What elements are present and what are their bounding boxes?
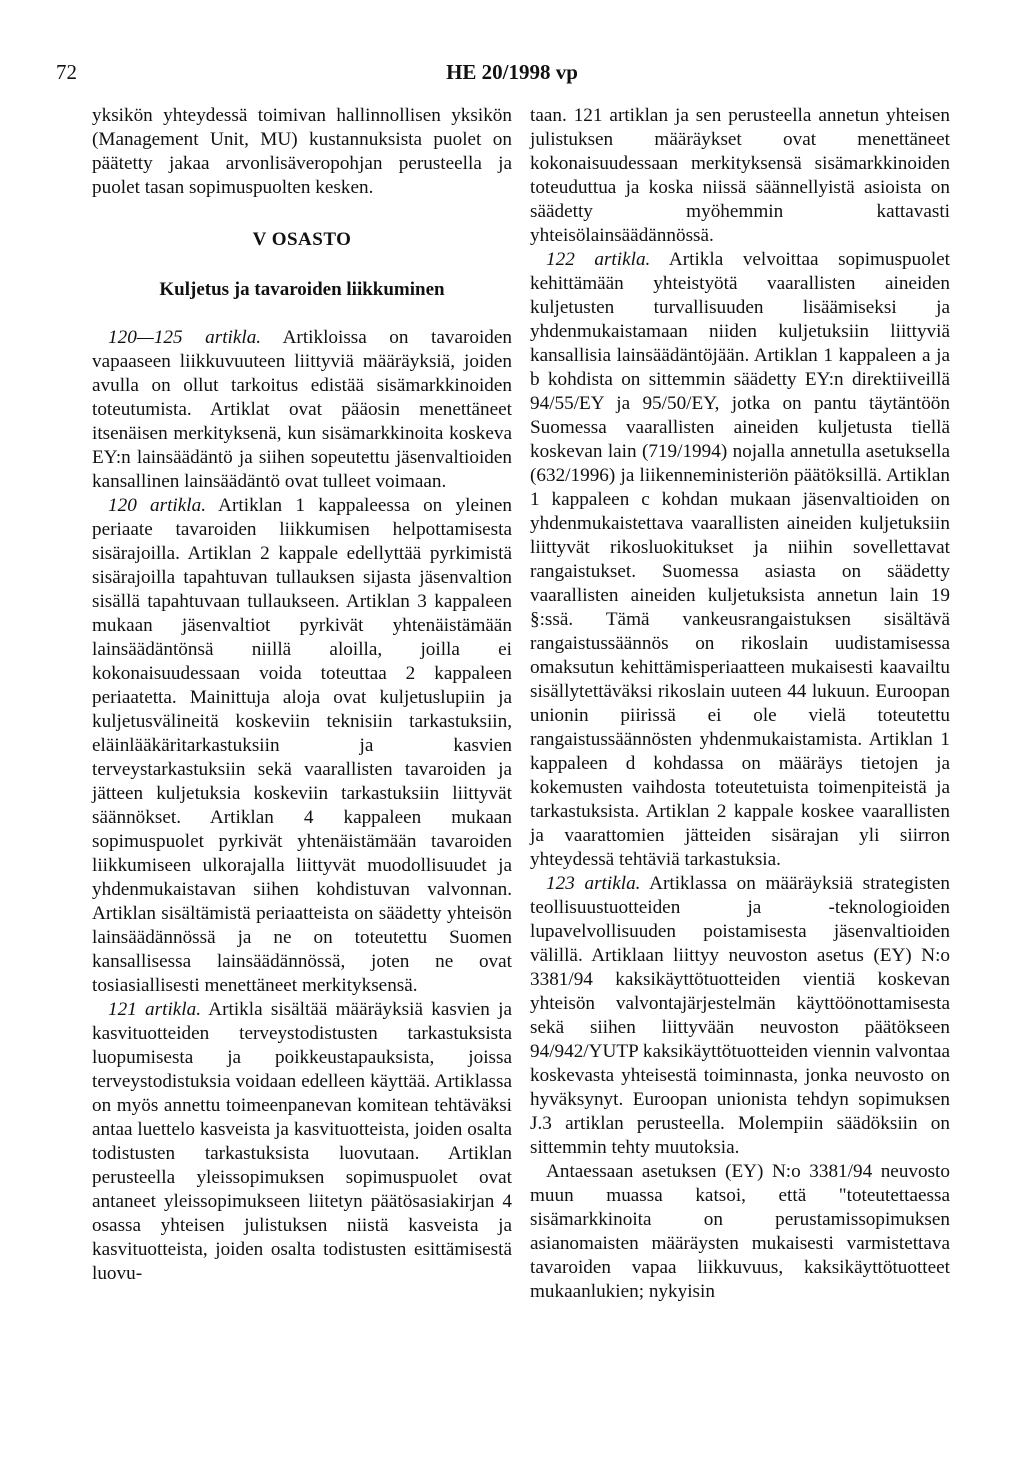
article-reference: 122 artikla. — [546, 249, 651, 270]
article-text: Artikla velvoittaa sopimuspuolet kehittämään yhteistyötä vaarallisten aineiden kuljetusten turvallisuuden lisäämiseksi ja yhdenmukaistamaan niiden kuljetuksiin liittyviä kansallisia lainsäädäntöjään. Artiklan 1 kappaleen a ja b kohdista on sittemmin säädetty EY:n direktiiveillä 94/55/EY ja 95/50/EY, jotka on pantu täytäntöön Suomessa vaarallisten aineiden kuljetusta tiellä koskevan lain (719/1994) nojalla annetulla asetuksella (632/1996) ja liikenneministeriön päätöksillä. Artiklan 1 kappaleen c kohdan mukaan jäsenvaltioiden on yhdenmukaistettava vaarallisten aineiden kuljetuksiin liittyvät rikosluokitukset ja niihin sovellettavat rangaistukset. Suomessa asiasta on säädetty vaarallisten aineiden kuljetuksista annetun lain 19 §:ssä. Tämä vankeusrangaistuksen sisältävä rangaistussäännös on rikoslain uudistamisessa omaksutun kehittämisperiaatteen mukaisesti kaavailtu sisällytettäväksi rikoslain uuteen 44 lukuun. Euroopan unionin piirissä ei ole vielä toteutettu rangaistussäännösten yhdenmukaistamista. Artiklan 1 kappaleen d kohdassa on määräys tietojen ja kokemusten vaihdosta toteutetuista toimenpiteistä ja tarkastuksista. Artiklan 2 kappale koskee vaarallisten ja vaarattomien jätteiden sisärajan yli siirron yhteydessä tehtäviä tarkastuksia. — [530, 249, 950, 870]
article-text: Artikloissa on tavaroiden vapaaseen liikkuvuuteen liittyviä määräyksiä, joiden avulla on ollut tarkoitus edistää sisämarkkinoiden toteutumista. Artiklat ovat pääosin menettäneet itsenäisen merkityksenä, kun sisämarkkinoita koskeva EY:n lainsäädäntö ja siihen sopeutettu jäsenvaltioiden kansallinen lainsäädäntö ovat tulleet voimaan. — [92, 327, 512, 492]
article-paragraph — [92, 998, 512, 1286]
article-paragraph — [530, 248, 950, 872]
article-text: Artikla sisältää määräyksiä kasvien ja kasvituotteiden terveystodistusten tarkastuksista luopumisesta ja poikkeustapauksista, joissa terveystodistuksia voidaan edelleen käyttää. Artiklassa on myös annettu toimeenpanevan komitean tehtäväksi antaa luettelo kasveista ja kasvituotteista, joiden osalta todistusten tarkastuksista luovutaan. Artiklan perusteella yleissopimuksen sopimuspuolet ovat antaneet yleissopimukseen liitetyn päätösasiakirjan 4 osassa yhteisen julistuksen niistä kasveista ja kasvituotteista, joiden osalta todistusten esittämisestä luovu- — [92, 999, 513, 1284]
article-text: Artiklan 1 kappaleessa on yleinen periaate tavaroiden liikkumisen helpottamisesta sisärajoilla. Artiklan 2 kappale edellyttää pyrkimistä sisärajoilla tapahtuvan tullauksen sijasta jäsenvaltion sisällä tapahtuvaan tullaukseen. Artiklan 3 kappaleen mukaan jäsenvaltiot pyrkivät yhtenäistämään lainsäädäntönsä niillä aloilla, joilla ei kokonaisuudessaan voida toteuttaa 2 kappaleen periaatetta. Mainittuja aloja ovat kuljetuslupiin ja kuljetusvälineitä koskeviin teknisiin tarkastuksiin, eläinlääkäritarkastuksiin ja kasvien terveystarkastuksiin sekä vaarallisten tavaroiden ja jätteen kuljetuksia koskeviin tarkastuksiin liittyvät säännökset. Artiklan 4 kappaleen mukaan sopimuspuolet pyrkivät yhtenäistämään tavaroiden liikkumiseen ulkorajalla liittyvät muodollisuudet ja yhdenmukaistavan siihen kohdistuvan valvonnan. Artiklan sisältämistä periaatteista on säädetty yhteisön lainsäädännössä ja ne on toteutettu Suomen kansallisessa lainsäädännössä, joten ne ovat tosiasiallisesti menettäneet merkityksensä. — [92, 495, 512, 996]
running-head: HE 20/1998 vp — [446, 60, 578, 84]
article-reference: 121 artikla. — [108, 999, 202, 1020]
article-text: Artiklassa on määräyksiä strategisten teollisuustuotteiden ja -teknologioiden lupavelvollisuuden poistamisesta jäsenvaltioiden välillä. Artiklaan liittyy neuvoston asetus (EY) N:o 3381/94 kaksikäyttötuotteiden vientiä koskevan yhteisön valvontajärjestelmän käyttöönottamisesta sekä siihen liittyvään neuvoston päätökseen 94/942/YUTP kaksikäyttötuotteiden viennin valvontaa koskevasta yhteisestä toiminnasta, jonka neuvosto on hyväksynyt. Euroopan unionista tehdyn sopimuksen J.3 artiklan perusteella. Molempiin säädöksiin on sittemmin tehty muutoksia. — [530, 873, 950, 1158]
body-paragraph: Antaessaan asetuksen (EY) N:o 3381/94 neuvosto muun muassa katsoi, että "toteutettaessa sisämarkkinoita on perustamissopimuksen asianomaisten määräysten mukaisesti varmistettava tavaroiden vapaa liikkuvuus, kaksikäyttötuotteet mukaanlukien; nykyisin — [530, 1161, 950, 1302]
article-reference: 123 artikla. — [546, 873, 641, 894]
continued-paragraph: taan. 121 artiklan ja sen perusteella annetun yhteisen julistuksen määräykset ovat menettäneet kokonaisuudessaan merkityksensä sisämarkkinoiden toteuduttua ja koska niissä säännellyistä asioista on säädetty myöhemmin kattavasti yhteisölainsäädännössä. — [530, 105, 950, 246]
article-paragraph — [92, 494, 512, 998]
intro-paragraph: yksikön yhteydessä toimivan hallinnollisen yksikön (Management Unit, MU) kustannuksista puolet on päätetty jakaa arvonlisäveropohjan perusteella ja puolet tasan sopimuspuolten kesken. — [92, 105, 512, 198]
left-column — [92, 104, 512, 1286]
article-paragraph — [92, 326, 512, 494]
section-heading: V OSASTO — [252, 229, 352, 250]
article-reference: 120—125 artikla. — [108, 327, 262, 348]
right-column — [530, 104, 950, 1304]
page-number: 72 — [56, 60, 77, 84]
article-paragraph — [530, 872, 950, 1160]
article-reference: 120 artikla. — [108, 495, 206, 516]
chapter-heading: Kuljetus ja tavaroiden liikkuminen — [159, 279, 445, 300]
